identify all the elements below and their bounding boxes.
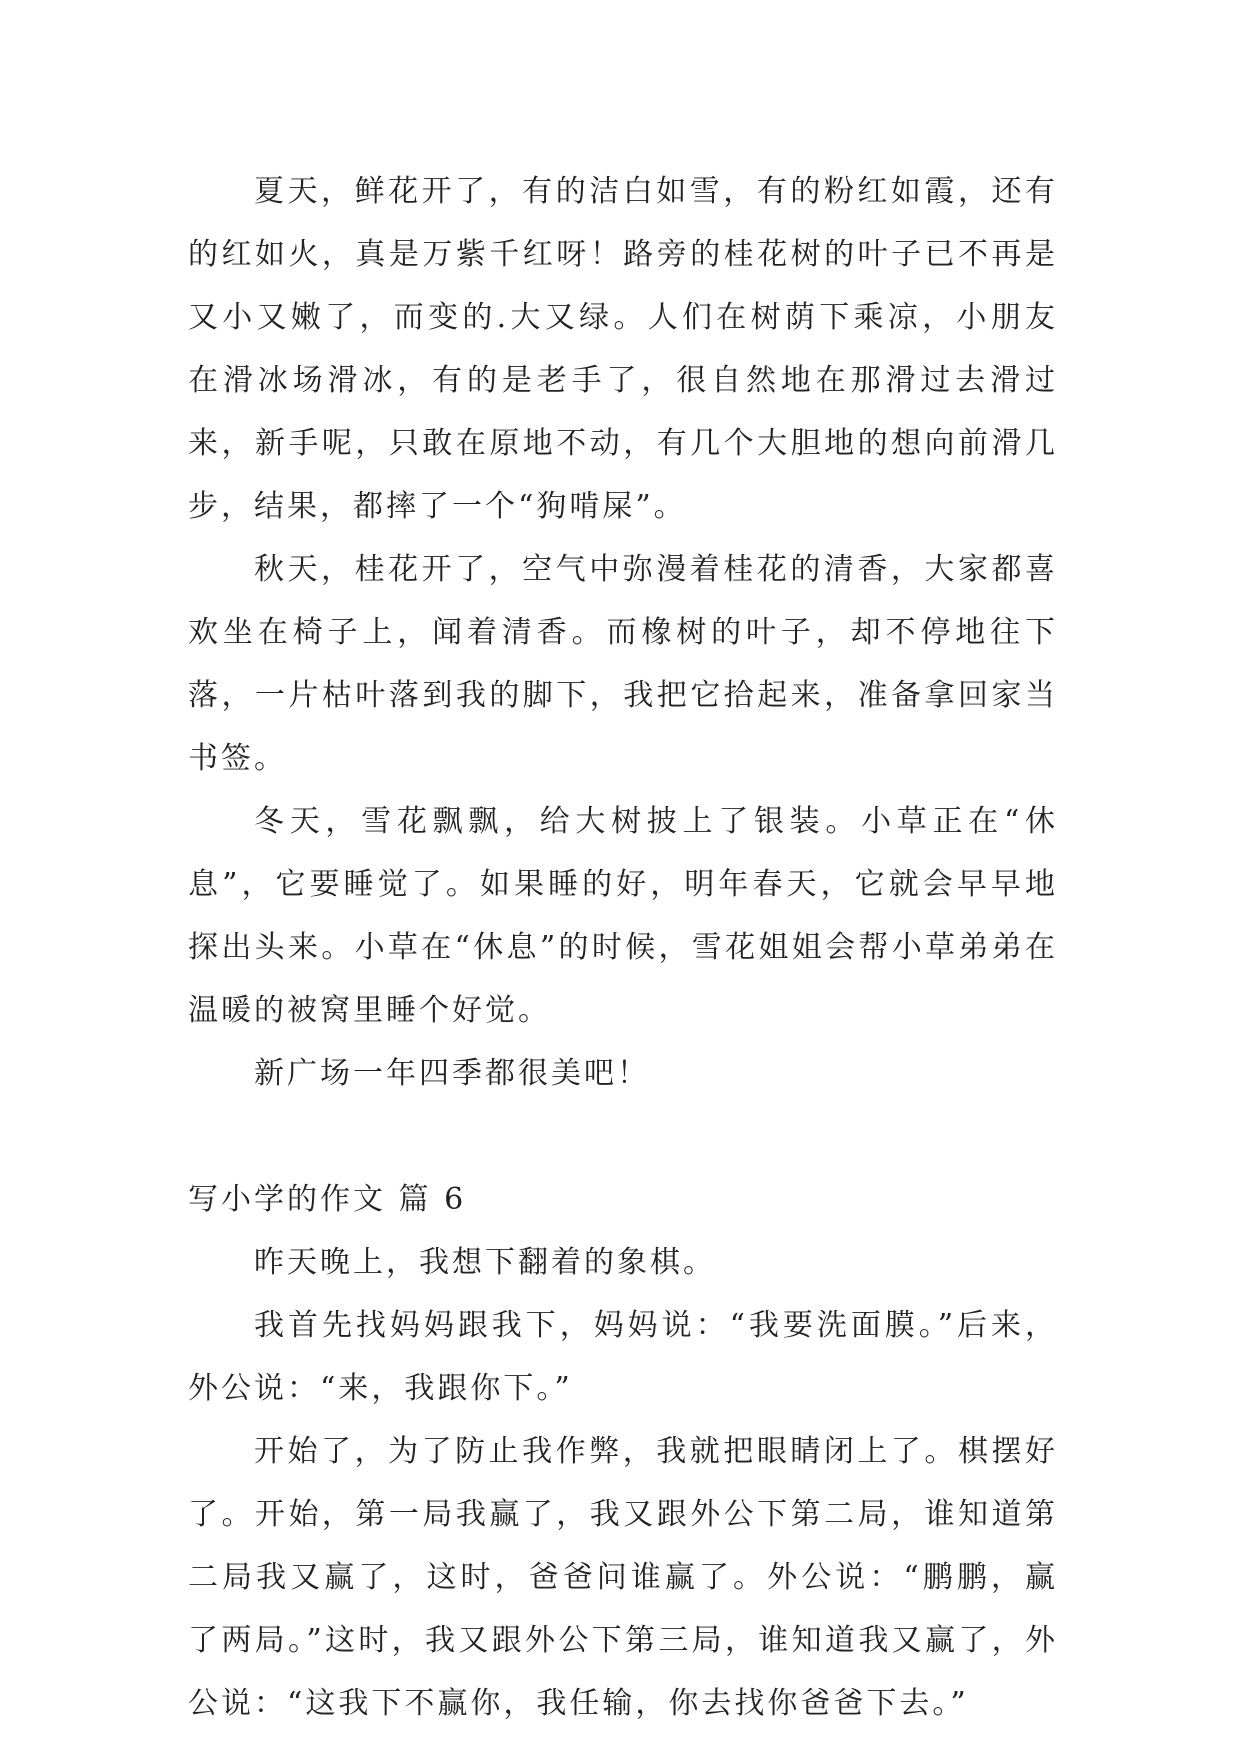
paragraph-winter: 冬天，雪花飘飘，给大树披上了银装。小草正在“休息”，它要睡觉了。如果睡的好，明年春天，它就会早早地探出头来。小草在“休息”的时候，雪花姐姐会帮小草弟弟在温暖的被窝里睡个好觉。 bbox=[188, 804, 1058, 1028]
section-heading: 写小学的作文 篇 6 bbox=[188, 1182, 467, 1217]
paragraph-summer: 夏天，鲜花开了，有的洁白如雪，有的粉红如霞，还有的红如火，真是万紫千红呀！路旁的桂花树的叶子已不再是又小又嫩了，而变的.大又绿。人们在树荫下乘凉，小朋友在滑冰场滑冰，有的是老手了，很自然地在那滑过去滑过来，新手呢，只敢在原地不动，有几个大胆地的想向前滑几步，结果，都摔了一个“狗啃屎”。 bbox=[188, 174, 1058, 524]
paragraph-autumn: 秋天，桂花开了，空气中弥漫着桂花的清香，大家都喜欢坐在椅子上，闻着清香。而橡树的叶子，却不停地往下落，一片枯叶落到我的脚下，我把它拾起来，准备拿回家当书签。 bbox=[188, 552, 1058, 776]
paragraph-conclusion: 新广场一年四季都很美吧！ bbox=[254, 1056, 650, 1091]
paragraph-games: 开始了，为了防止我作弊，我就把眼睛闭上了。棋摆好了。开始，第一局我赢了，我又跟外公下第二局，谁知道第二局我又赢了，这时，爸爸问谁赢了。外公说：“鹏鹏，赢了两局。”这时，我又跟外公下第三局，谁知道我又赢了，外公说：“这我下不赢你，我任输，你去找你爸爸下去。” bbox=[188, 1434, 1058, 1721]
paragraph-intro: 昨天晚上，我想下翻着的象棋。 bbox=[254, 1245, 716, 1280]
document-body bbox=[188, 160, 1058, 1735]
section-spacer bbox=[188, 1105, 1058, 1168]
paragraph-find-partner: 我首先找妈妈跟我下，妈妈说：“我要洗面膜。”后来，外公说：“来，我跟你下。” bbox=[188, 1308, 1058, 1406]
